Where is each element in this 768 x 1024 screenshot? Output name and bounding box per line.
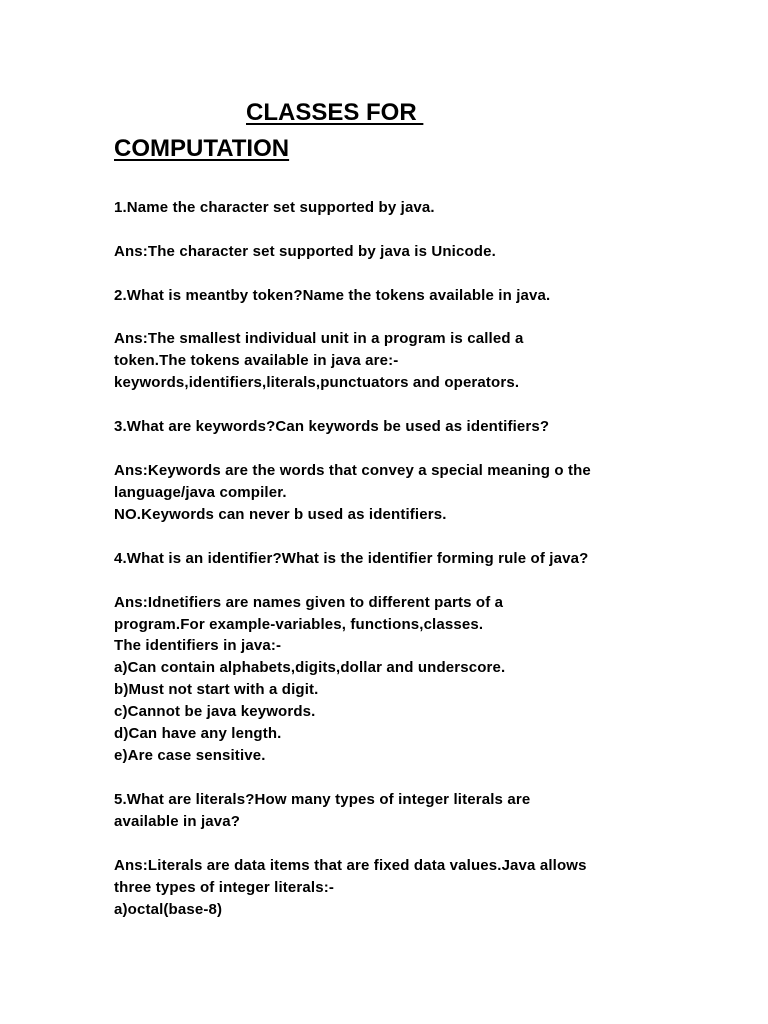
rule-d: d)Can have any length. xyxy=(114,725,282,742)
answer-5-line-1: Ans:Literals are data items that are fixed data values.Java allows xyxy=(114,857,587,874)
answer-5-line-2: three types of integer literals:- xyxy=(114,879,335,896)
answer-4-line-3: The identifiers in java:- xyxy=(114,637,282,654)
answer-3-line-2: language/java compiler. xyxy=(114,484,287,501)
answer-2-line-3: keywords,identifiers,literals,punctuators and operators. xyxy=(114,374,520,391)
question-2: 2.What is meantby token?Name the tokens available in java. xyxy=(114,287,551,304)
question-5-line-2: available in java? xyxy=(114,813,241,830)
question-4: 4.What is an identifier?What is the identifier forming rule of java? xyxy=(114,550,589,567)
answer-1: Ans:The character set supported by java is Unicode. xyxy=(114,243,496,260)
title-line-1: CLASSES FOR xyxy=(246,99,424,126)
question-3: 3.What are keywords?Can keywords be used as identifiers? xyxy=(114,418,550,435)
answer-3-line-3: NO.Keywords can never b used as identifiers. xyxy=(114,506,447,523)
title-line-2: COMPUTATION xyxy=(114,135,290,162)
rule-c: c)Cannot be java keywords. xyxy=(114,703,316,720)
question-1: 1.Name the character set supported by java. xyxy=(114,199,435,216)
answer-2-line-1: Ans:The smallest individual unit in a program is called a xyxy=(114,330,524,347)
question-5-line-1: 5.What are literals?How many types of integer literals are xyxy=(114,791,531,808)
rule-a: a)Can contain alphabets,digits,dollar and underscore. xyxy=(114,659,506,676)
answer-3-line-1: Ans:Keywords are the words that convey a special meaning o the xyxy=(114,462,591,479)
answer-4-line-1: Ans:Idnetifiers are names given to different parts of a xyxy=(114,594,504,611)
answer-4-line-2: program.For example-variables, functions,classes. xyxy=(114,616,484,633)
answer-2-line-2: token.The tokens available in java are:- xyxy=(114,352,399,369)
rule-e: e)Are case sensitive. xyxy=(114,747,266,764)
answer-5-line-3: a)octal(base-8) xyxy=(114,901,223,918)
rule-b: b)Must not start with a digit. xyxy=(114,681,319,698)
